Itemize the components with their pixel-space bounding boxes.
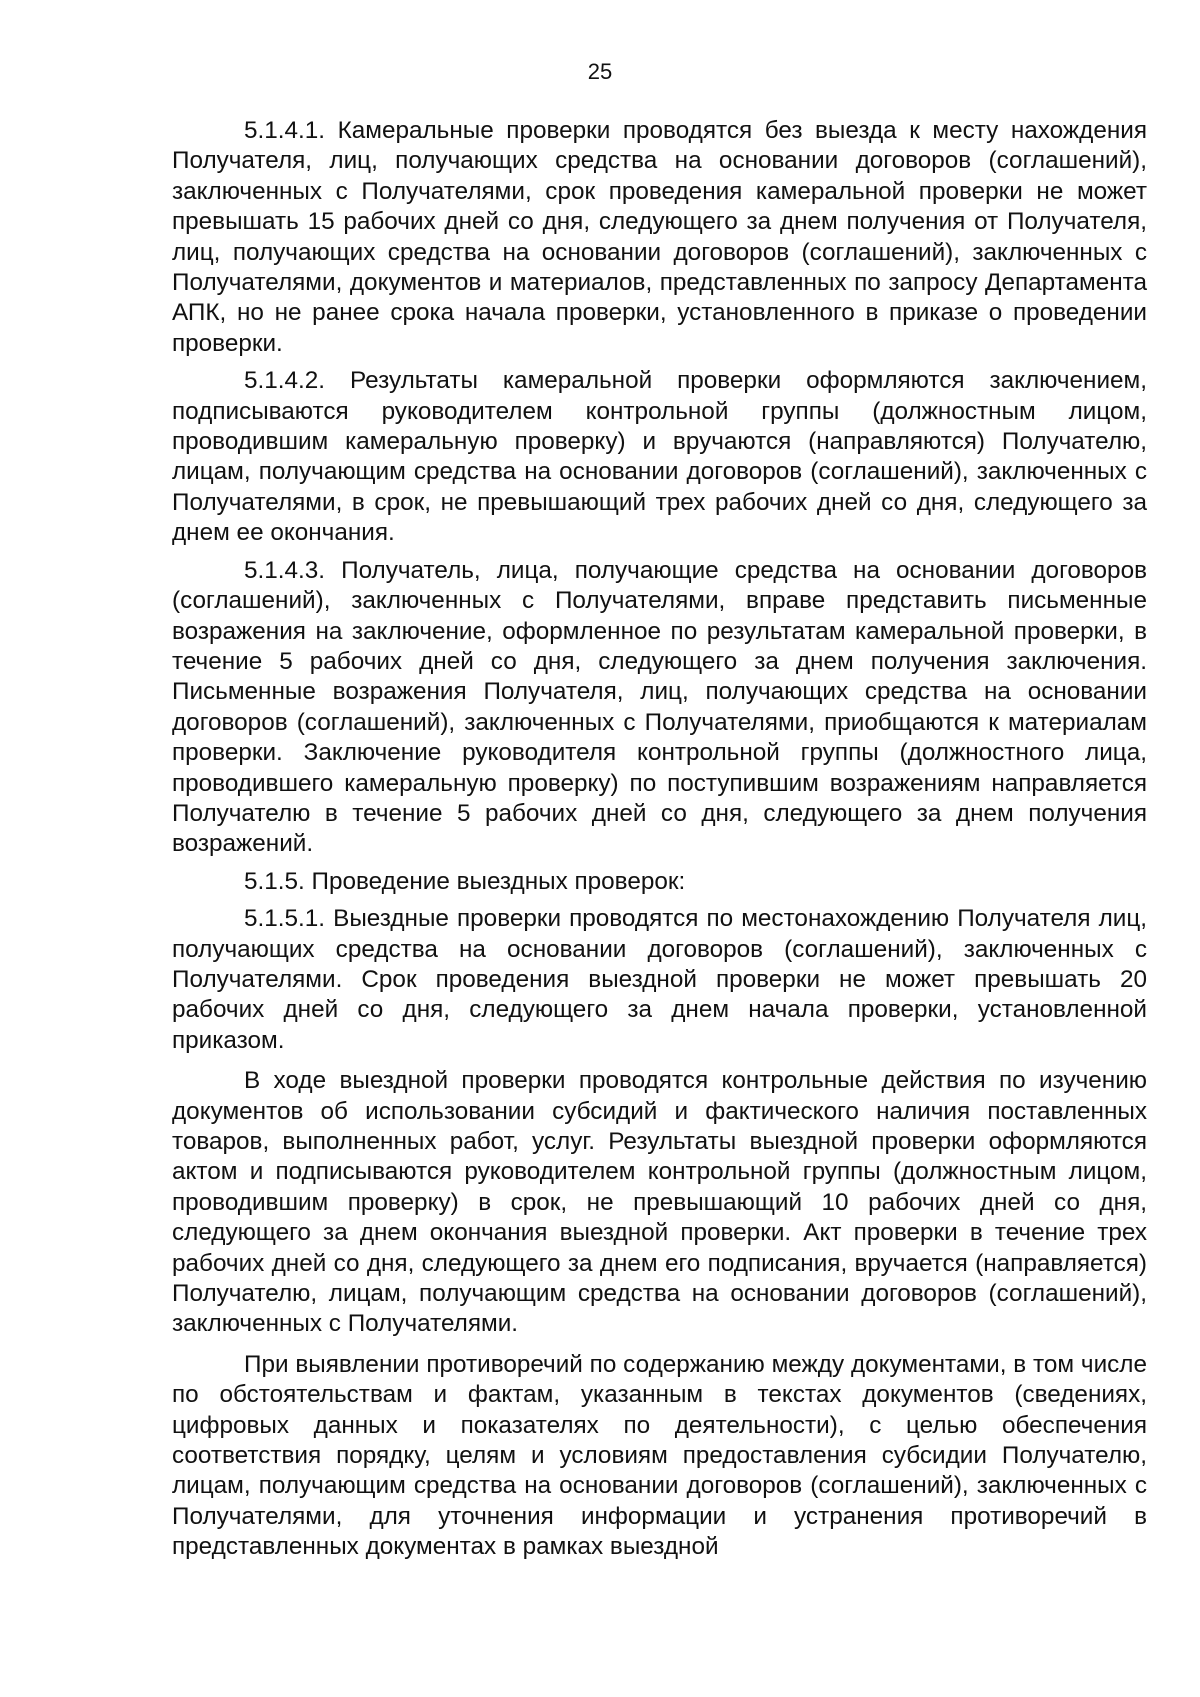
paragraph-contradictions: При выявлении противоречий по содержанию между документами, в том числе по обстоятельствам и фактам, указанным в текстах документов (сведениях, цифровых данных и показателях по деятельности), с целью обеспечения соответствия порядку, целям и условиям предоставления субсидии Получателю, лицам, получающим средства на основании договоров (соглашений), заключенных с Получателями, для уточнения информации и устранения противоречий в представленных документах в рамках выездной: [172, 1350, 1147, 1561]
page-number: 25: [587, 59, 613, 84]
paragraph-5-1-5: 5.1.5. Проведение выездных проверок:: [244, 867, 686, 895]
document-body: [172, 116, 1147, 1570]
paragraph-on-site-inspection-actions: В ходе выездной проверки проводятся контрольные действия по изучению документов об использовании субсидий и фактического наличия поставленных товаров, выполненных работ, услуг. Результаты выездной проверки оформляются актом и подписываются руководителем контрольной группы (должностным лицом, проводившим проверку) в срок, не превышающий 10 рабочих дней со дня, следующего за днем окончания выездной проверки. Акт проверки в течение трех рабочих дней со дня, следующего за днем его подписания, вручается (направляется) Получателю, лицам, получающим средства на основании договоров (соглашений), заключенных с Получателями.: [172, 1067, 1147, 1338]
paragraph-5-1-4-1: 5.1.4.1. Камеральные проверки проводятся без выезда к месту нахождения Получателя, лиц, получающих средства на основании договоров (соглашений), заключенных с Получателями, срок проведения камеральной проверки не может превышать 15 рабочих дней со дня, следующего за днем получения от Получателя, лиц, получающих средства на основании договоров (соглашений), заключенных с Получателями, документов и материалов, представленных по запросу Департамента АПК, но не ранее срока начала проверки, установленного в приказе о проведении проверки.: [172, 117, 1147, 357]
paragraph-5-1-4-2: 5.1.4.2. Результаты камеральной проверки оформляются заключением, подписываются руководителем контрольной группы (должностным лицом, проводившим камеральную проверку) и вручаются (направляются) Получателю, лицам, получающим средства на основании договоров (соглашений), заключенных с Получателями, в срок, не превышающий трех рабочих дней со дня, следующего за днем ее окончания.: [172, 367, 1147, 547]
paragraph-5-1-5-1: 5.1.5.1. Выездные проверки проводятся по местонахождению Получателя лиц, получающих средства на основании договоров (соглашений), заключенных с Получателями. Срок проведения выездной проверки не может превышать 20 рабочих дней со дня, следующего за днем начала проверки, установленной приказом.: [172, 905, 1147, 1054]
paragraph-5-1-4-3: 5.1.4.3. Получатель, лица, получающие средства на основании договоров (соглашений), заключенных с Получателями, вправе представить письменные возражения на заключение, оформленное по результатам камеральной проверки, в течение 5 рабочих дней со дня, следующего за днем получения заключения. Письменные возражения Получателя, лиц, получающих средства на основании договоров (соглашений), заключенных с Получателями, приобщаются к материалам проверки. Заключение руководителя контрольной группы (должностного лица, проводившего камеральную проверку) по поступившим возражениям направляется Получателю в течение 5 рабочих дней со дня, следующего за днем получения возражений.: [172, 556, 1147, 858]
